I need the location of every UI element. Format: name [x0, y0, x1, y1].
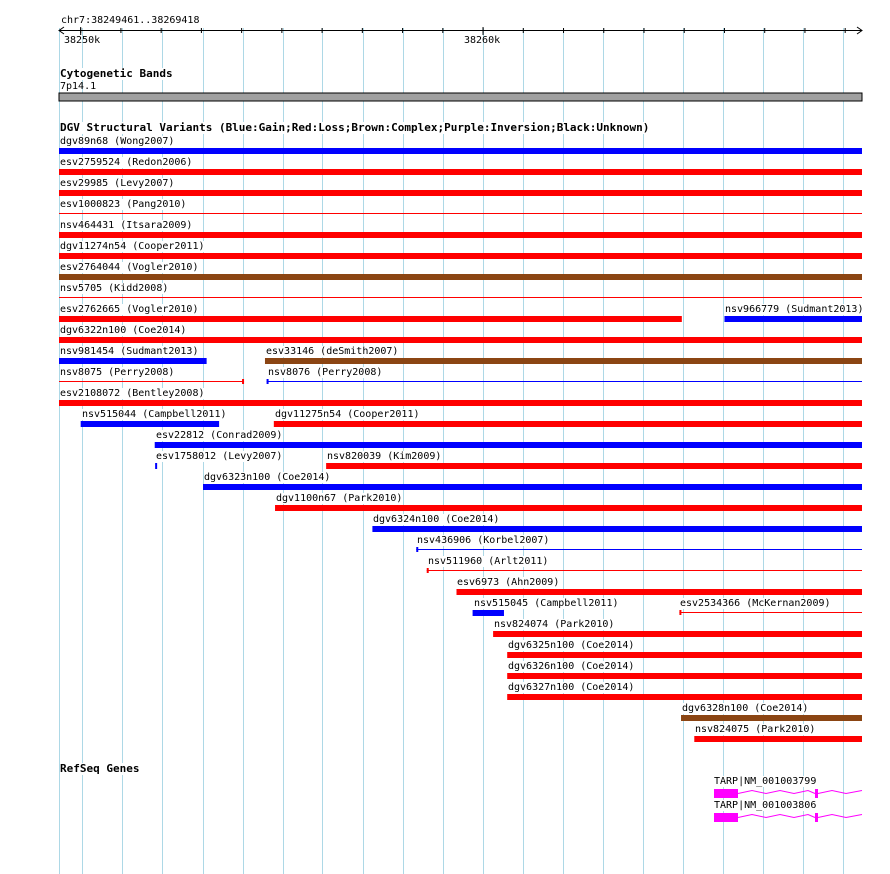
variant-bar-5[interactable]	[59, 253, 862, 259]
variant-bar-3[interactable]	[59, 213, 862, 214]
variant-label-1[interactable]: esv2759524 (Redon2006)	[60, 157, 193, 168]
variant-bar-28[interactable]	[679, 612, 862, 613]
variant-label-8[interactable]: esv2762665 (Vogler2010)	[60, 304, 199, 315]
variant-bar-start-cap-28	[679, 610, 681, 615]
ruler-tick-label-2: 38260k	[464, 35, 501, 46]
gene-label-1[interactable]: TARP|NM_001003799	[714, 776, 817, 787]
variant-bar-8[interactable]	[59, 316, 682, 322]
variant-label-7[interactable]: nsv5705 (Kidd2008)	[60, 283, 169, 294]
variant-label-34[interactable]: nsv824075 (Park2010)	[695, 724, 816, 735]
ruler-tick-label-1: 38250k	[64, 35, 101, 46]
variant-bar-33[interactable]	[681, 715, 862, 721]
gene-label-2[interactable]: TARP|NM_001003806	[714, 800, 817, 811]
variant-label-5[interactable]: dgv11274n54 (Cooper2011)	[60, 241, 205, 252]
variant-label-28[interactable]: esv2534366 (McKernan2009)	[680, 598, 831, 609]
variant-bar-start-cap-25	[427, 568, 429, 573]
gene-exon-1-a[interactable]	[714, 813, 738, 822]
variant-label-16[interactable]: nsv515044 (Campbell2011)	[82, 409, 227, 420]
gene-intron-0-b	[818, 791, 862, 794]
variant-bar-21[interactable]	[203, 484, 862, 490]
refseq-track-title: RefSeq Genes	[60, 762, 140, 775]
variant-bar-17[interactable]	[274, 421, 862, 427]
variant-bar-31[interactable]	[507, 673, 862, 679]
variant-bar-11[interactable]	[59, 358, 207, 364]
gene-intron-1-b	[818, 815, 862, 818]
variant-label-25[interactable]: nsv511960 (Arlt2011)	[428, 556, 549, 567]
variant-bar-18[interactable]	[155, 442, 862, 448]
variant-label-3[interactable]: esv1000823 (Pang2010)	[60, 199, 187, 210]
variant-bar-6[interactable]	[59, 274, 862, 280]
cytoband-track-title: Cytogenetic Bands	[60, 67, 173, 80]
variant-bar-10[interactable]	[59, 337, 862, 343]
variant-label-23[interactable]: dgv6324n100 (Coe2014)	[373, 514, 500, 525]
variant-bar-24[interactable]	[416, 549, 862, 550]
variant-label-15[interactable]: esv2108072 (Bentley2008)	[60, 388, 205, 399]
variant-bar-2[interactable]	[59, 190, 862, 196]
variant-bar-27[interactable]	[473, 610, 504, 616]
variant-bar-30[interactable]	[507, 652, 862, 658]
variant-label-12[interactable]: esv33146 (deSmith2007)	[266, 346, 399, 357]
variant-label-22[interactable]: dgv1100n67 (Park2010)	[276, 493, 403, 504]
variant-label-32[interactable]: dgv6327n100 (Coe2014)	[508, 682, 635, 693]
variant-bar-29[interactable]	[493, 631, 862, 637]
variant-bar-19[interactable]	[155, 463, 157, 469]
variant-label-14[interactable]: nsv8076 (Perry2008)	[268, 367, 383, 378]
variant-label-20[interactable]: nsv820039 (Kim2009)	[327, 451, 442, 462]
variant-label-21[interactable]: dgv6323n100 (Coe2014)	[204, 472, 331, 483]
variant-bar-23[interactable]	[372, 526, 862, 532]
cytoband-label: 7p14.1	[60, 81, 97, 92]
ruler	[59, 27, 862, 35]
variant-bar-7[interactable]	[59, 297, 862, 298]
variant-label-29[interactable]: nsv824074 (Park2010)	[494, 619, 615, 630]
gene-exon-0-b[interactable]	[815, 789, 818, 798]
variant-label-0[interactable]: dgv89n68 (Wong2007)	[60, 136, 175, 147]
variant-label-33[interactable]: dgv6328n100 (Coe2014)	[682, 703, 809, 714]
variant-bar-4[interactable]	[59, 232, 862, 238]
variant-bar-34[interactable]	[694, 736, 862, 742]
variant-bar-25[interactable]	[427, 570, 862, 571]
variant-bar-9[interactable]	[724, 316, 862, 322]
variant-bar-1[interactable]	[59, 169, 862, 175]
variant-label-6[interactable]: esv2764044 (Vogler2010)	[60, 262, 199, 273]
variant-bar-20[interactable]	[326, 463, 862, 469]
variant-bar-end-cap-13	[242, 379, 244, 384]
gene-exon-0-a[interactable]	[714, 789, 738, 798]
variant-bar-14[interactable]	[267, 381, 862, 382]
variant-bar-0[interactable]	[59, 148, 862, 154]
variant-label-19[interactable]: esv1758012 (Levy2007)	[156, 451, 283, 462]
region-label: chr7:38249461..38269418	[61, 15, 200, 26]
variant-label-18[interactable]: esv22812 (Conrad2009)	[156, 430, 283, 441]
variant-bar-15[interactable]	[59, 400, 862, 406]
gene-exon-1-b[interactable]	[815, 813, 818, 822]
variant-label-24[interactable]: nsv436906 (Korbel2007)	[417, 535, 550, 546]
variant-bar-start-cap-24	[416, 547, 418, 552]
variant-label-4[interactable]: nsv464431 (Itsara2009)	[60, 220, 193, 231]
variant-label-10[interactable]: dgv6322n100 (Coe2014)	[60, 325, 187, 336]
variant-label-13[interactable]: nsv8075 (Perry2008)	[60, 367, 175, 378]
variant-label-31[interactable]: dgv6326n100 (Coe2014)	[508, 661, 635, 672]
variant-bar-start-cap-14	[267, 379, 269, 384]
variant-bar-32[interactable]	[507, 694, 862, 700]
variant-bar-13[interactable]	[59, 381, 244, 382]
variant-label-2[interactable]: esv29985 (Levy2007)	[60, 178, 175, 189]
variant-label-26[interactable]: esv6973 (Ahn2009)	[457, 577, 560, 588]
cytoband-bar[interactable]	[59, 93, 862, 101]
dgv-track-title: DGV Structural Variants (Blue:Gain;Red:Loss;Brown:Complex;Purple:Inversion;Black:Unknown)	[60, 121, 650, 134]
variant-label-30[interactable]: dgv6325n100 (Coe2014)	[508, 640, 635, 651]
variant-label-27[interactable]: nsv515045 (Campbell2011)	[474, 598, 619, 609]
variant-bar-26[interactable]	[456, 589, 862, 595]
variant-label-9[interactable]: nsv966779 (Sudmant2013)	[725, 304, 864, 315]
variant-label-11[interactable]: nsv981454 (Sudmant2013)	[60, 346, 199, 357]
dgv-variant-bars	[59, 148, 862, 742]
variant-bar-16[interactable]	[81, 421, 219, 427]
variant-label-17[interactable]: dgv11275n54 (Cooper2011)	[275, 409, 420, 420]
variant-bar-22[interactable]	[275, 505, 862, 511]
variant-bar-12[interactable]	[265, 358, 862, 364]
